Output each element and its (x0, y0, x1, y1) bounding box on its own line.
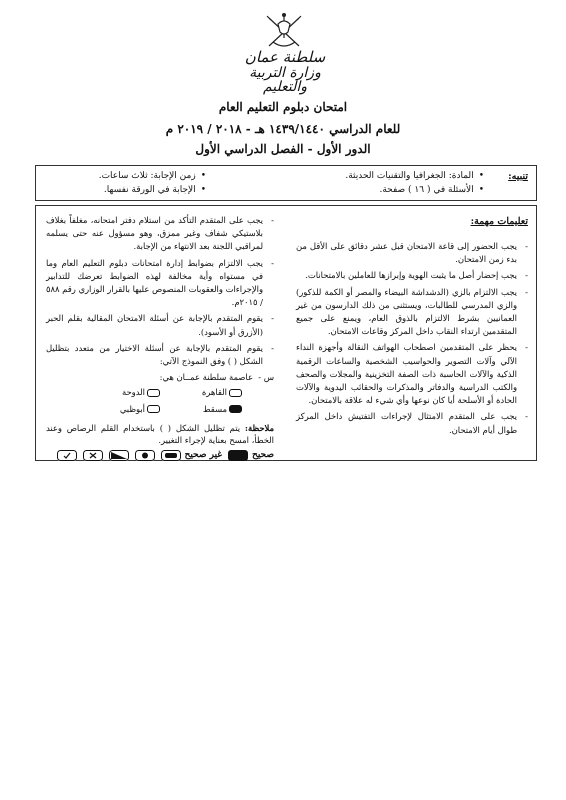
instruction-item: - يجب على المتقدم التأكد من استلام دفتر امتحانه، مغلفاً بغلاف بلاستيكي شفاف وغير ممزق، وهو مسؤول عنه حتى يسلمه لمراقبي اللجنة بعد الانتهاء من الإجابة. (46, 214, 274, 254)
note-text: يتم تظليل الشكل ( ) باستخدام القلم الرصاص وعند الخطأ، امسح بعناية لإجراء التغيير. (46, 422, 274, 445)
exam-session: الدور الأول - الفصل الدراسي الأول (195, 142, 371, 156)
answer-bubble-icon (229, 389, 242, 397)
example-option (184, 403, 244, 416)
correct-fill-icon (228, 450, 248, 461)
answer-example (46, 371, 274, 416)
example-option (184, 386, 244, 399)
example-question-text: عاصمة سلطنة عمــان هي: (159, 372, 253, 383)
instruction-item: - يجب إحضار أصل ما يثبت الهوية وإبرازها للعاملين بالامتحانات. (296, 269, 528, 282)
shading-legend (46, 449, 274, 462)
notice-answer-place: • الإجابة في الورقة نفسها. (99, 183, 206, 197)
legend-correct-label: صحيح (252, 449, 274, 460)
example-question (46, 371, 274, 384)
example-option (102, 403, 162, 416)
cross-mark-icon (83, 450, 103, 461)
oman-emblem-icon (263, 12, 305, 52)
answer-bubble-icon (147, 389, 160, 397)
instruction-item: - يجب الحضور إلى قاعة الامتحان قبل عشر دقائق على الأقل من بدء زمن الامتحان. (296, 240, 528, 266)
notice-col-left (99, 169, 206, 197)
legend-wrong-label: غير صحيح (184, 449, 223, 460)
example-option-label: مسقط (202, 403, 227, 414)
instruction-item: - يجب على المتقدم الامتثال لإجراءات التفتيش داخل المركز طوال أيام الامتحان. (296, 410, 528, 436)
instruction-item: - يقوم المتقدم بالإجابة عن أسئلة الاختيار من متعدد بتظليل الشكل ( ) وفق النموذج الآتي: (46, 342, 274, 368)
brand-line-1: سلطنة عمان (244, 48, 326, 66)
instructions-right-column (296, 240, 528, 440)
brand-line-2: وزارة التربية والتعليم (249, 64, 321, 96)
instruction-item: - يجب الالتزام بضوابط إدارة امتحانات دبلوم التعليم العام وما في مستواه وأية مخالفة لهذه الضوابط تعرضك للتدابير والإجراءات والعقوبات المنصوص عليها بالقرار الوزاري رقم ٥٨٨ / ٢٠١٥م. (46, 257, 274, 310)
instructions-box (35, 205, 537, 461)
note-label: ملاحظة: (244, 422, 274, 433)
partial-fill-icon (161, 450, 181, 461)
exam-title: امتحان دبلوم التعليم العام (218, 100, 348, 114)
example-options (46, 386, 244, 415)
notice-pages: • الأسئلة في ( ١٦ ) صفحة. (345, 183, 484, 197)
instructions-title: تعليمات مهمة: (470, 216, 528, 227)
notice-col-right (345, 169, 484, 197)
filled-answer-bubble-icon (229, 405, 242, 413)
instruction-item: - يقوم المتقدم بالإجابة عن أسئلة الامتحان المقالية بقلم الحبر (الأزرق أو الأسود). (46, 312, 274, 338)
answer-bubble-icon (147, 405, 160, 413)
dot-fill-icon (135, 450, 155, 461)
instruction-item: - يحظر على المتقدمين اصطحاب الهواتف النقالة وأجهزة النداء الآلي وآلات التصوير والحواسيب الشخصية والساعات الرقمية الذكية والآلات الحاسبة ذات الصفة التخزينية والمجلات والصحف والكتب الدراسية والدفاتر والمذكرات والحقائب اليدوية والآلات الحادة أو الأسلحة أيا كان نوعها وأي شيء له علاقة بالامتحان. (296, 341, 528, 407)
instruction-item: - يجب الالتزام بالزي (الدشداشة البيضاء والمصر أو الكمة للذكور) والزي المدرسي للطالبات، ويستثنى من ذلك الدارسون من غير العمانيين بشرط الالتزام بالذوق العام، ويمنع على جميع المتقدمين ارتداء النقاب داخل المركز وقاعات الامتحان. (296, 286, 528, 339)
check-mark-icon (57, 450, 77, 461)
notice-label: تنبيه: (508, 171, 528, 182)
example-option-label: الدوحة (122, 387, 145, 398)
example-option (102, 386, 162, 399)
example-option-label: القاهرة (201, 387, 227, 398)
instructions-left-column (46, 214, 274, 462)
notice-box (35, 165, 537, 201)
shading-note (46, 422, 274, 446)
ministry-logo (230, 50, 340, 95)
academic-year: للعام الدراسي ١٤٣٩/١٤٤٠ هـ - ٢٠١٨ / ٢٠١٩ م (165, 122, 401, 136)
example-option-label: أبوظبي (119, 403, 145, 414)
notice-subject: • المادة: الجغرافيا والتقنيات الحديثة. (345, 169, 484, 183)
example-question-number: س - (258, 372, 274, 383)
notice-duration: • زمن الإجابة: ثلاث ساعات. (99, 169, 206, 183)
half-fill-icon (109, 450, 129, 461)
